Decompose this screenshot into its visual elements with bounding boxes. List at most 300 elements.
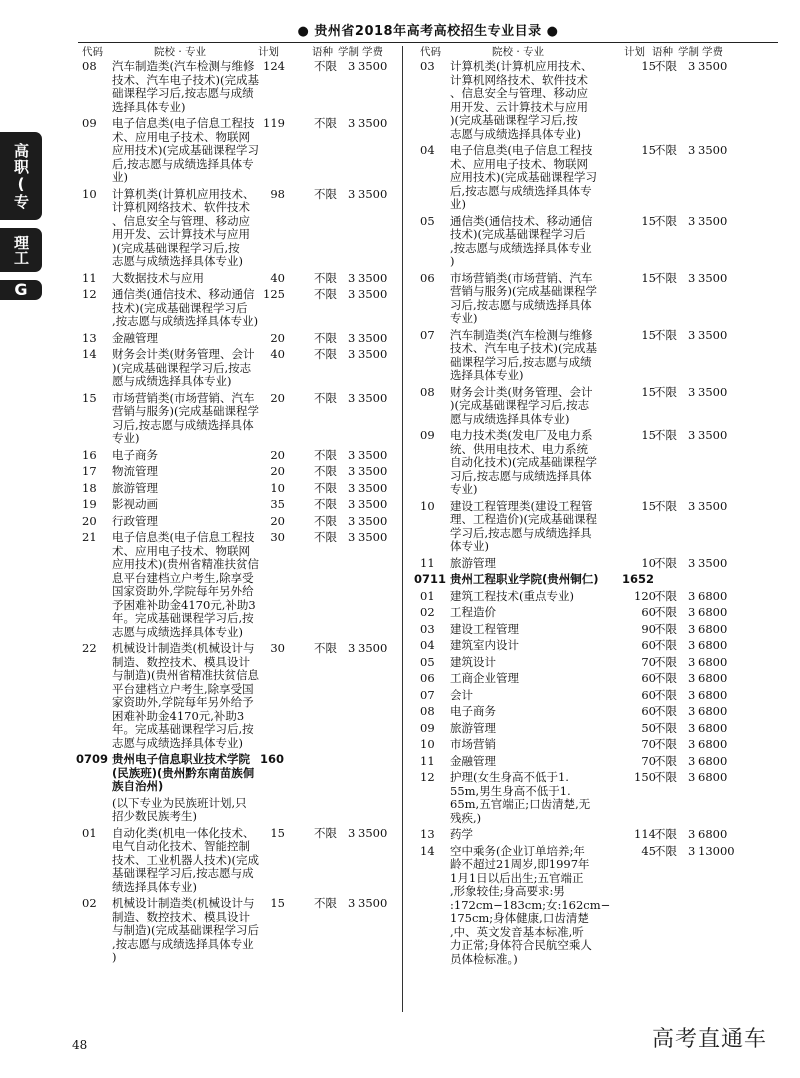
- major-name: 电子信息类(电子信息工程技 术、应用电子技术、物联网 应用技术)(贵州省精准扶贫信 息平台建档立户考生,除享受 国家资助外,学院每年另外给 予困难补助金4170元,补助3 年。完成基础课程学习后,按 志愿与成绩选择具体专业): [112, 530, 259, 639]
- major-name: 通信类(通信技术、移动通信 技术)(完成基础课程学习后 ,按志愿与成绩选择具体专业 ): [450, 213, 593, 268]
- major-code: 03: [420, 621, 435, 636]
- major-name: 机械设计制造类(机械设计与 制造、数控技术、模具设计 与制造)(贵州省精准扶贫信息 平台建档立户考生,除享受国 家资助外,学院每年另外给予 困难补助金4170元,补助3 年。完成基础课程学习后,按 志愿与成绩选择具体专业): [112, 641, 259, 750]
- table-row: [82, 449, 400, 466]
- school-entry: [414, 572, 780, 590]
- years: 3: [348, 447, 356, 462]
- major-code: 08: [82, 59, 97, 73]
- tuition-fee: 13000: [698, 843, 735, 858]
- years: 3: [348, 330, 356, 345]
- school-name: 贵州工程职业学院(贵州铜仁): [450, 572, 599, 586]
- plan-count: 60: [641, 671, 656, 685]
- language: 不限: [654, 384, 677, 399]
- major-code: 10: [82, 186, 97, 201]
- major-name: 建设工程管理: [450, 621, 519, 636]
- years: 3: [348, 641, 356, 655]
- school-code: 0711: [414, 572, 447, 586]
- major-code: 02: [420, 605, 435, 619]
- plan-count: 15: [641, 428, 656, 442]
- major-name: 市场营销类(市场营销、汽车 营销与服务)(完成基础课程学 习后,按志愿与成绩选择具体 专业): [112, 390, 259, 445]
- col-name-label: 院校 · 专业: [492, 46, 545, 58]
- plan-count: 60: [641, 687, 656, 702]
- years: 3: [348, 513, 356, 528]
- table-row: [420, 845, 780, 970]
- tuition-fee: 6800: [698, 687, 728, 702]
- years: 3: [688, 621, 696, 636]
- language: 不限: [314, 59, 337, 73]
- plan-count: 20: [270, 330, 285, 345]
- major-name: 金融管理: [450, 753, 496, 768]
- table-row: [420, 656, 780, 673]
- left-column: [76, 44, 400, 968]
- language: 不限: [314, 330, 337, 345]
- major-code: 20: [82, 513, 97, 528]
- major-code: 14: [420, 843, 435, 858]
- table-row: [420, 755, 780, 772]
- major-code: 04: [420, 638, 435, 652]
- table-row: [420, 639, 780, 656]
- plan-count: 70: [641, 654, 656, 669]
- table-row: [420, 272, 780, 329]
- years: 3: [688, 687, 696, 702]
- tuition-fee: 6800: [698, 638, 728, 652]
- major-code: 09: [82, 116, 97, 130]
- major-code: 03: [420, 59, 435, 73]
- plan-count: 60: [641, 605, 656, 619]
- table-row: [82, 498, 400, 515]
- tuition-fee: 6800: [698, 753, 728, 768]
- plan-count: 15: [641, 270, 656, 285]
- major-code: 06: [420, 671, 435, 685]
- plan-count: 124: [263, 59, 285, 73]
- language: 不限: [654, 737, 677, 751]
- plan-count: 40: [270, 270, 285, 285]
- tuition-fee: 3500: [698, 143, 728, 157]
- major-code: 11: [420, 753, 435, 768]
- plan-count: 15: [641, 498, 656, 513]
- tuition-fee: 3500: [698, 270, 728, 285]
- page-header: ● 贵州省2018年高考高校招生专业目录 ●: [297, 24, 559, 39]
- major-name: 空中乘务(企业订单培养;年 龄不超过21周岁,即1997年 1月1日以后出生;五官端正 ,形象较佳;身高要求:男 :172cm−183cm;女:162cm− 175cm;身体健康,口齿清楚 ,中、英文发音基本标准,听 力正常;身体符合民航空乘人 员体检标准。): [450, 843, 611, 966]
- left-major-list: [82, 60, 400, 753]
- table-row: [420, 60, 780, 144]
- major-name: 行政管理: [112, 513, 158, 528]
- major-name: 计算机类(计算机应用技术、 计算机网络技术、软件技术 、信息安全与管理、移动应 用开发、云计算技术与应用 )(完成基础课程学习后,按 志愿与成绩选择具体专业): [112, 186, 255, 268]
- major-name: 大数据技术与应用: [112, 270, 204, 285]
- language: 不限: [654, 687, 677, 702]
- major-name: 建筑工程技术(重点专业): [450, 588, 574, 603]
- major-name: 电子商务: [112, 447, 158, 462]
- major-name: 物流管理: [112, 464, 158, 478]
- language: 不限: [654, 753, 677, 768]
- major-name: 护理(女生身高不低于1. 55m,男生身高不低于1. 65m,五官端正;口齿清楚,无 残疾,): [450, 770, 591, 825]
- years: 3: [348, 270, 356, 285]
- major-name: 旅游管理: [112, 480, 158, 495]
- table-row: [82, 188, 400, 272]
- tuition-fee: 3500: [358, 896, 388, 910]
- major-name: 金融管理: [112, 330, 158, 345]
- tuition-fee: 6800: [698, 654, 728, 669]
- tuition-fee: 6800: [698, 770, 728, 784]
- years: 3: [688, 555, 696, 570]
- tuition-fee: 3500: [358, 641, 388, 655]
- major-code: 13: [420, 827, 435, 841]
- left-column-header: [82, 44, 400, 60]
- table-row: [420, 429, 780, 500]
- language: 不限: [314, 116, 337, 130]
- language: 不限: [314, 641, 337, 655]
- major-code: 16: [82, 447, 97, 462]
- tuition-fee: 6800: [698, 720, 728, 735]
- tab-level: 高职(专: [0, 132, 42, 220]
- years: 3: [688, 753, 696, 768]
- language: 不限: [314, 825, 337, 840]
- plan-count: 15: [641, 213, 656, 228]
- plan-count: 98: [270, 186, 285, 201]
- major-name: 建设工程管理类(建设工程管 理、工程造价)(完成基础课程 学习后,按志愿与成绩选择具 体专业): [450, 498, 597, 553]
- years: 3: [688, 638, 696, 652]
- years: 3: [348, 825, 356, 840]
- table-row: [82, 642, 400, 753]
- plan-count: 20: [270, 464, 285, 478]
- major-name: 电力技术类(发电厂及电力系 统、供用电技术、电力系统 自动化技术)(完成基础课程学 习后,按志愿与成绩选择具体 专业): [450, 428, 597, 496]
- major-code: 08: [420, 704, 435, 718]
- major-code: 21: [82, 530, 97, 544]
- major-name: 汽车制造类(汽车检测与维修 技术、汽车电子技术)(完成基 础课程学习后,按志愿与成绩 选择具体专业): [450, 327, 597, 382]
- right-major-list-2: [420, 590, 780, 970]
- language: 不限: [314, 287, 337, 301]
- years: 3: [688, 770, 696, 784]
- major-name: 建筑设计: [450, 654, 496, 669]
- major-name: 电子信息类(电子信息工程技 术、应用电子技术、物联网 应用技术)(完成基础课程学习 后,按志愿与成绩选择具体专 业): [112, 116, 259, 184]
- page-number: 48: [72, 1038, 88, 1052]
- major-name: 市场营销: [450, 737, 496, 751]
- major-name: 影视动画: [112, 497, 158, 511]
- language: 不限: [654, 143, 677, 157]
- major-code: 06: [420, 270, 435, 285]
- tuition-fee: 3500: [698, 428, 728, 442]
- plan-count: 10: [270, 480, 285, 495]
- language: 不限: [654, 621, 677, 636]
- language: 不限: [314, 464, 337, 478]
- major-code: 07: [420, 687, 435, 702]
- tuition-fee: 3500: [698, 327, 728, 342]
- years: 3: [688, 605, 696, 619]
- tab-batch: G: [0, 280, 42, 300]
- plan-count: 50: [641, 720, 656, 735]
- language: 不限: [314, 530, 337, 544]
- right-column: [414, 44, 780, 969]
- table-row: [82, 482, 400, 499]
- plan-count: 20: [270, 390, 285, 405]
- years: 3: [348, 390, 356, 405]
- language: 不限: [314, 480, 337, 495]
- major-code: 05: [420, 654, 435, 669]
- table-row: [420, 329, 780, 386]
- tuition-fee: 3500: [358, 116, 388, 130]
- plan-count: 15: [641, 384, 656, 399]
- major-name: 药学: [450, 827, 473, 841]
- tuition-fee: 3500: [358, 497, 388, 511]
- major-name: 计算机类(计算机应用技术、 计算机网络技术、软件技术 、信息安全与管理、移动应 用开发、云计算技术与应用 )(完成基础课程学习后,按 志愿与成绩选择具体专业): [450, 59, 593, 141]
- plan-count: 45: [641, 843, 656, 858]
- major-code: 11: [82, 270, 97, 285]
- plan-count: 60: [641, 638, 656, 652]
- table-row: [420, 144, 780, 215]
- table-row: [420, 386, 780, 430]
- language: 不限: [314, 513, 337, 528]
- major-code: 18: [82, 480, 97, 495]
- language: 不限: [654, 843, 677, 858]
- plan-count: 15: [270, 825, 285, 840]
- major-name: 会计: [450, 687, 473, 702]
- years: 3: [688, 654, 696, 669]
- years: 3: [688, 498, 696, 513]
- school-plan: 1652: [622, 572, 655, 586]
- table-row: [82, 465, 400, 482]
- language: 不限: [654, 498, 677, 513]
- table-row: [82, 827, 400, 898]
- col-lang-label: 语种: [652, 46, 673, 58]
- major-name: 工商企业管理: [450, 671, 519, 685]
- major-code: 12: [420, 770, 435, 784]
- plan-count: 20: [270, 447, 285, 462]
- major-code: 01: [82, 825, 97, 840]
- major-name: 工程造价: [450, 605, 496, 619]
- language: 不限: [654, 770, 677, 784]
- school-entry: [76, 752, 400, 797]
- table-row: [82, 348, 400, 392]
- major-code: 11: [420, 555, 435, 570]
- col-years-label: 学制: [338, 46, 359, 58]
- plan-count: 30: [270, 641, 285, 655]
- table-row: [420, 722, 780, 739]
- left-major-list-2: [82, 827, 400, 968]
- major-name: 财务会计类(财务管理、会计 )(完成基础课程学习后,按志 愿与成绩选择具体专业): [112, 347, 255, 388]
- language: 不限: [654, 671, 677, 685]
- years: 3: [688, 843, 696, 858]
- table-row: [420, 738, 780, 755]
- major-name: 机械设计制造类(机械设计与 制造、数控技术、模具设计 与制造)(完成基础课程学习后 ,按志愿与成绩选择具体专业 ): [112, 896, 259, 964]
- school-code: 0709: [76, 752, 109, 766]
- language: 不限: [654, 827, 677, 841]
- col-fee-label: 学费: [702, 46, 723, 58]
- tuition-fee: 3500: [358, 347, 388, 361]
- school-note: (以下专业为民族班计划,只 招少数民族考生): [112, 795, 247, 823]
- years: 3: [348, 464, 356, 478]
- plan-count: 15: [270, 896, 285, 910]
- years: 3: [348, 896, 356, 910]
- tuition-fee: 3500: [698, 384, 728, 399]
- table-row: [420, 215, 780, 272]
- tuition-fee: 3500: [358, 59, 388, 73]
- years: 3: [688, 827, 696, 841]
- major-code: 12: [82, 287, 97, 301]
- tuition-fee: 3500: [358, 330, 388, 345]
- years: 3: [348, 480, 356, 495]
- watermark: 高考直通车: [652, 1027, 768, 1052]
- major-name: 汽车制造类(汽车检测与维修 技术、汽车电子技术)(完成基 础课程学习后,按志愿与成绩 选择具体专业): [112, 59, 259, 114]
- major-code: 10: [420, 737, 435, 751]
- plan-count: 70: [641, 737, 656, 751]
- table-row: [420, 590, 780, 607]
- table-row: [420, 557, 780, 574]
- major-code: 15: [82, 390, 97, 405]
- plan-count: 70: [641, 753, 656, 768]
- table-row: [420, 705, 780, 722]
- tuition-fee: 6800: [698, 588, 728, 603]
- years: 3: [348, 59, 356, 73]
- tuition-fee: 6800: [698, 737, 728, 751]
- years: 3: [688, 270, 696, 285]
- table-row: [420, 606, 780, 623]
- major-code: 04: [420, 143, 435, 157]
- plan-count: 120: [634, 588, 656, 603]
- plan-count: 35: [270, 497, 285, 511]
- col-lang-label: 语种: [312, 46, 333, 58]
- header-rule: [78, 42, 778, 43]
- plan-count: 40: [270, 347, 285, 361]
- col-code-label: 代码: [420, 46, 441, 58]
- tuition-fee: 3500: [358, 464, 388, 478]
- language: 不限: [314, 497, 337, 511]
- language: 不限: [654, 654, 677, 669]
- tuition-fee: 3500: [358, 530, 388, 544]
- language: 不限: [654, 270, 677, 285]
- table-row: [420, 689, 780, 706]
- table-row: [82, 117, 400, 188]
- language: 不限: [654, 555, 677, 570]
- tab-category: 理工: [0, 228, 42, 272]
- plan-count: 15: [641, 143, 656, 157]
- major-name: 电子商务: [450, 704, 496, 718]
- col-fee-label: 学费: [362, 46, 383, 58]
- tuition-fee: 3500: [698, 59, 728, 73]
- tuition-fee: 6800: [698, 621, 728, 636]
- major-code: 10: [420, 498, 435, 513]
- plan-count: 30: [270, 530, 285, 544]
- major-name: 旅游管理: [450, 720, 496, 735]
- language: 不限: [314, 896, 337, 910]
- language: 不限: [654, 213, 677, 228]
- school-name: 贵州电子信息职业技术学院 (民族班)(贵州黔东南苗族侗 族自治州): [112, 752, 255, 793]
- tuition-fee: 3500: [698, 555, 728, 570]
- table-row: [420, 623, 780, 640]
- major-code: 07: [420, 327, 435, 342]
- years: 3: [688, 384, 696, 399]
- language: 不限: [654, 605, 677, 619]
- plan-count: 90: [641, 621, 656, 636]
- col-plan-label: 计划: [624, 46, 645, 58]
- tuition-fee: 3500: [358, 186, 388, 201]
- table-row: [82, 515, 400, 532]
- years: 3: [348, 186, 356, 201]
- col-code-label: 代码: [82, 46, 103, 58]
- years: 3: [688, 671, 696, 685]
- years: 3: [688, 143, 696, 157]
- tuition-fee: 3500: [358, 270, 388, 285]
- tuition-fee: 6800: [698, 827, 728, 841]
- years: 3: [688, 588, 696, 603]
- years: 3: [688, 737, 696, 751]
- major-name: 自动化类(机电一体化技术、 电气自动化技术、智能控制 技术、工业机器人技术)(完成 基础课程学习后,按志愿与成 绩选择具体专业): [112, 825, 259, 894]
- tuition-fee: 3500: [358, 480, 388, 495]
- major-name: 旅游管理: [450, 555, 496, 570]
- table-row: [82, 531, 400, 642]
- table-row: [420, 771, 780, 828]
- table-row: [82, 332, 400, 349]
- tuition-fee: 6800: [698, 605, 728, 619]
- language: 不限: [314, 347, 337, 361]
- table-row: [420, 672, 780, 689]
- plan-count: 60: [641, 704, 656, 718]
- school-plan: 160: [260, 752, 285, 766]
- language: 不限: [654, 59, 677, 73]
- plan-count: 125: [263, 287, 285, 301]
- major-code: 13: [82, 330, 97, 345]
- language: 不限: [654, 327, 677, 342]
- col-plan-label: 计划: [258, 46, 279, 58]
- table-row: [82, 897, 400, 968]
- tuition-fee: 3500: [698, 213, 728, 228]
- major-code: 22: [82, 641, 97, 655]
- major-code: 01: [420, 588, 435, 603]
- plan-count: 150: [634, 770, 656, 784]
- years: 3: [348, 530, 356, 544]
- major-name: 通信类(通信技术、移动通信 技术)(完成基础课程学习后 ,按志愿与成绩选择具体专业): [112, 287, 259, 328]
- years: 3: [688, 428, 696, 442]
- language: 不限: [654, 720, 677, 735]
- language: 不限: [654, 428, 677, 442]
- years: 3: [348, 347, 356, 361]
- language: 不限: [314, 270, 337, 285]
- plan-count: 10: [641, 555, 656, 570]
- table-row: [420, 828, 780, 845]
- table-row: [82, 392, 400, 449]
- table-row: [82, 60, 400, 117]
- col-years-label: 学制: [678, 46, 699, 58]
- major-name: 建筑室内设计: [450, 638, 519, 652]
- major-code: 14: [82, 347, 97, 361]
- right-major-list: [420, 60, 780, 573]
- major-code: 19: [82, 497, 97, 511]
- table-row: [82, 272, 400, 289]
- years: 3: [688, 59, 696, 73]
- major-code: 05: [420, 213, 435, 228]
- tuition-fee: 3500: [358, 825, 388, 840]
- years: 3: [348, 287, 356, 301]
- years: 3: [688, 720, 696, 735]
- years: 3: [688, 327, 696, 342]
- language: 不限: [654, 588, 677, 603]
- years: 3: [348, 497, 356, 511]
- major-code: 02: [82, 896, 97, 910]
- major-code: 09: [420, 720, 435, 735]
- major-code: 09: [420, 428, 435, 442]
- major-name: 电子信息类(电子信息工程技 术、应用电子技术、物联网 应用技术)(完成基础课程学习 后,按志愿与成绩选择具体专 业): [450, 143, 597, 211]
- language: 不限: [314, 447, 337, 462]
- tuition-fee: 3500: [358, 513, 388, 528]
- tuition-fee: 3500: [358, 287, 388, 301]
- col-name-label: 院校 · 专业: [154, 46, 207, 58]
- years: 3: [688, 213, 696, 228]
- major-code: 08: [420, 384, 435, 399]
- plan-count: 114: [634, 827, 656, 841]
- major-code: 17: [82, 464, 97, 478]
- language: 不限: [314, 186, 337, 201]
- plan-count: 20: [270, 513, 285, 528]
- years: 3: [688, 704, 696, 718]
- right-column-header: [420, 44, 780, 60]
